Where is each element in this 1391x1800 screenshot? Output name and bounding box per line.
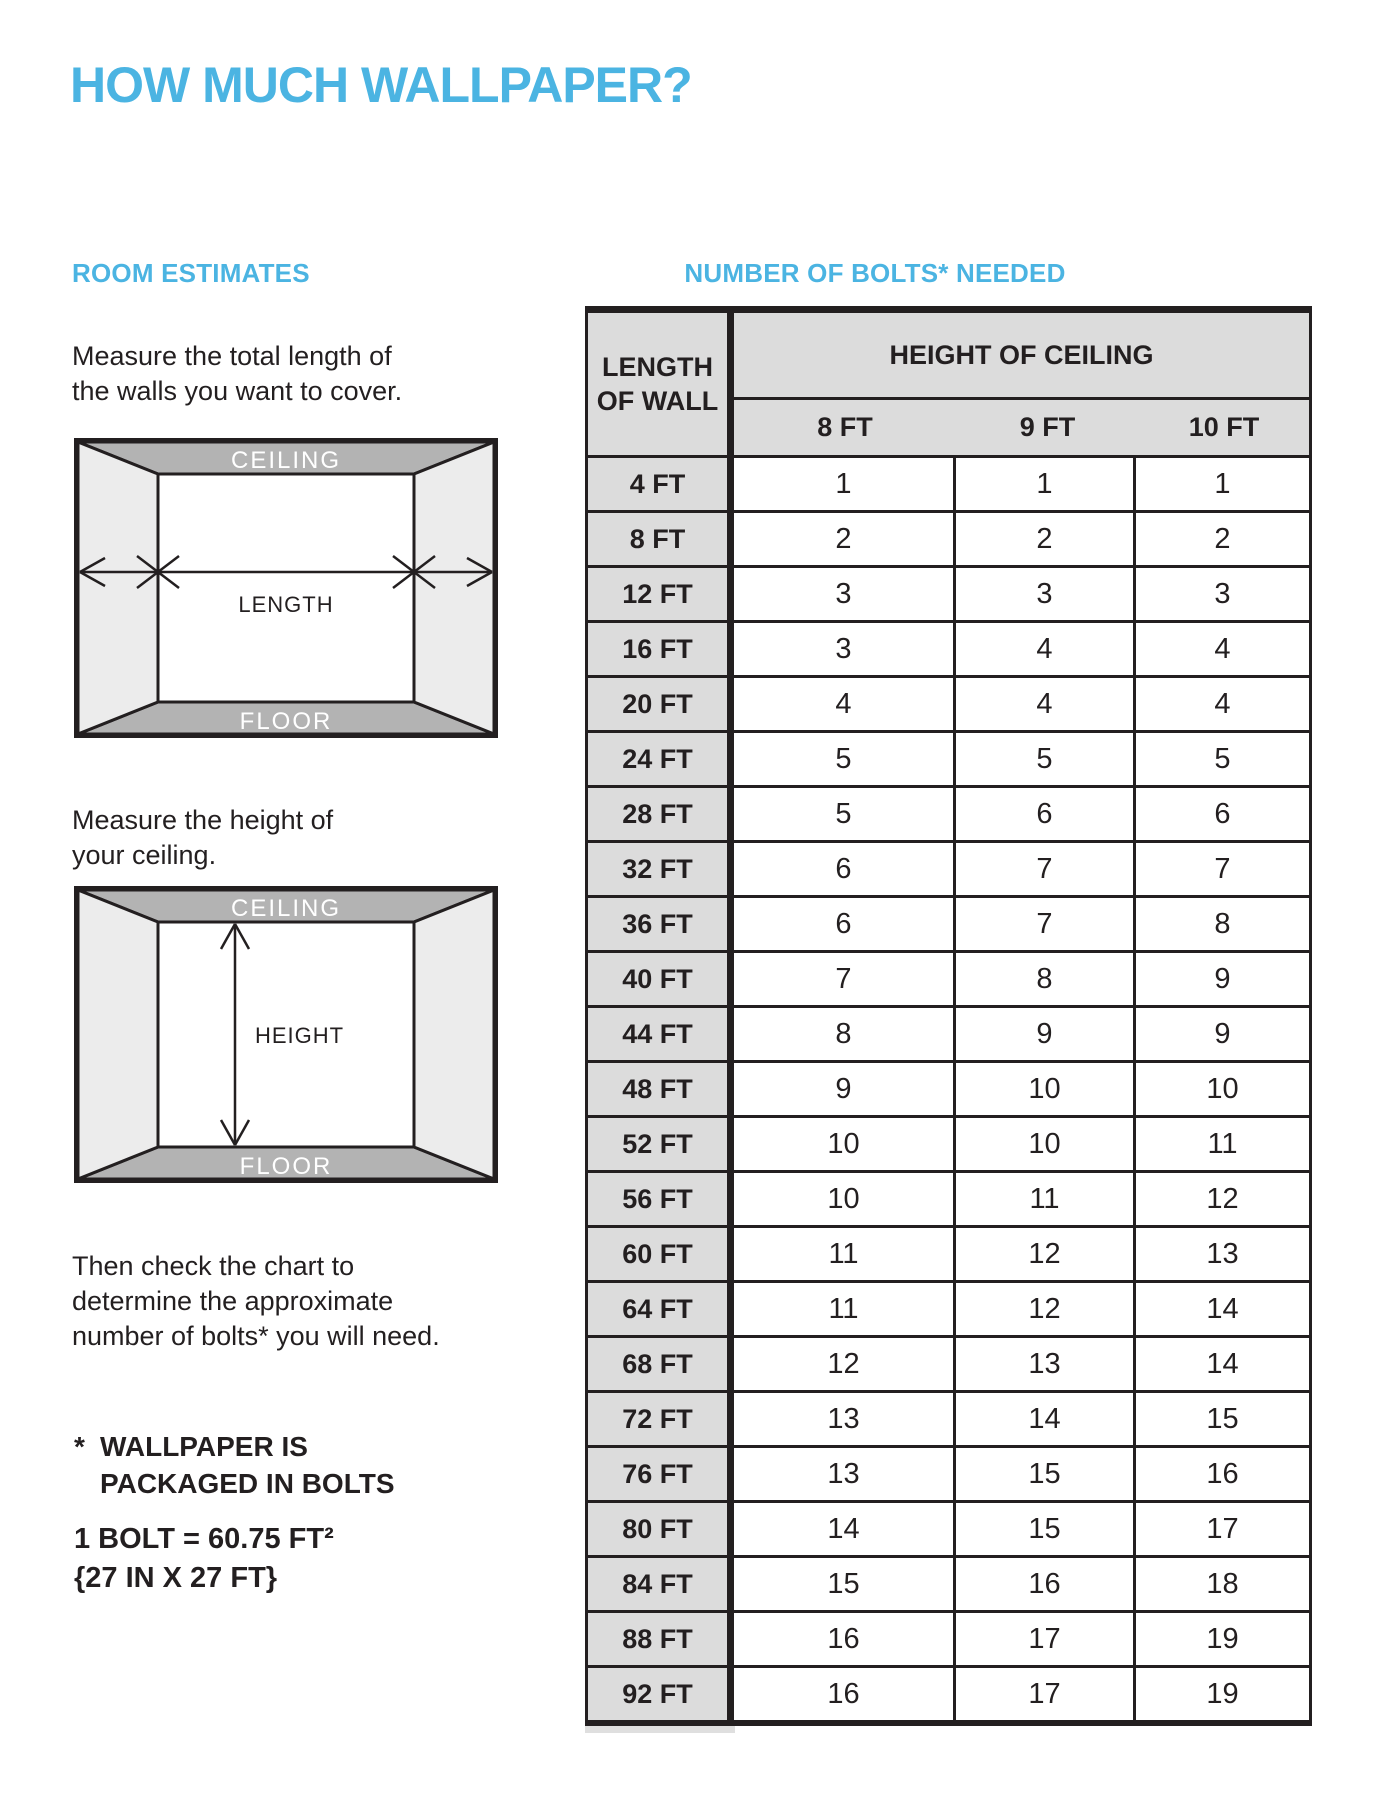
bolts-value-cell: 15 [956, 1448, 1136, 1500]
bolt-dimensions: {27 IN X 27 FT} [74, 1562, 278, 1594]
bolts-value-cell: 13 [1136, 1228, 1309, 1280]
instruction-line: determine the approximate [72, 1286, 394, 1316]
bolts-value-cell: 1 [1136, 458, 1309, 510]
bolts-value-cell: 12 [1136, 1173, 1309, 1225]
bolts-value-cell: 4 [956, 623, 1136, 675]
table-row [588, 620, 1309, 675]
bolts-value-cell: 5 [734, 733, 956, 785]
bolts-value-cell: 2 [1136, 513, 1309, 565]
instruction-line: number of bolts* you will need. [72, 1321, 440, 1351]
wall-length-cell: 76 FT [588, 1448, 734, 1500]
bolts-value-cell: 2 [734, 513, 956, 565]
bolts-value-cell: 7 [1136, 843, 1309, 895]
bolts-value-cell: 10 [734, 1173, 956, 1225]
wall-length-cell: 40 FT [588, 953, 734, 1005]
bolts-value-cell: 9 [1136, 1008, 1309, 1060]
ceiling-label: CEILING [230, 895, 342, 922]
table-row [588, 1170, 1309, 1225]
column-header-9ft: 9 FT [1019, 412, 1076, 442]
room-height-diagram [74, 886, 498, 1183]
table-row [588, 455, 1309, 510]
wall-length-cell: 84 FT [588, 1558, 734, 1610]
bolts-value-cell: 12 [734, 1338, 956, 1390]
bolts-value-cell: 3 [956, 568, 1136, 620]
table-row [588, 1610, 1309, 1665]
bolts-value-cell: 18 [1136, 1558, 1309, 1610]
wall-length-cell: 88 FT [588, 1613, 734, 1665]
bolts-value-cell: 17 [956, 1613, 1136, 1665]
table-shadow-strip [585, 1726, 735, 1733]
bolts-value-cell: 6 [956, 788, 1136, 840]
wall-length-cell: 20 FT [588, 678, 734, 730]
wall-length-cell: 12 FT [588, 568, 734, 620]
table-row [588, 1335, 1309, 1390]
length-of-wall-header [588, 313, 734, 455]
bolts-value-cell: 7 [956, 898, 1136, 950]
wall-length-cell: 52 FT [588, 1118, 734, 1170]
left-wall [78, 890, 158, 1179]
bolts-value-cell: 4 [1136, 623, 1309, 675]
wall-length-cell: 4 FT [588, 458, 734, 510]
wall-length-cell: 48 FT [588, 1063, 734, 1115]
table-row [588, 840, 1309, 895]
bolts-value-cell: 13 [734, 1393, 956, 1445]
bolts-value-cell: 7 [956, 843, 1136, 895]
bolts-value-cell: 11 [956, 1173, 1136, 1225]
bolts-footnote [74, 1428, 395, 1502]
right-wall [414, 442, 494, 734]
bolts-value-cell: 13 [956, 1338, 1136, 1390]
bolts-value-cell: 8 [734, 1008, 956, 1060]
instruction-check-chart [72, 1249, 440, 1354]
table-body [588, 455, 1309, 1720]
bolts-value-cell: 16 [1136, 1448, 1309, 1500]
ceiling-header-group [734, 313, 1309, 455]
instruction-measure-height [72, 803, 333, 873]
table-header [588, 313, 1309, 455]
bolts-value-cell: 6 [1136, 788, 1309, 840]
bolts-value-cell: 19 [1136, 1668, 1309, 1720]
table-row [588, 1555, 1309, 1610]
bolts-table [585, 306, 1312, 1726]
ceiling-label: CEILING [230, 447, 342, 474]
table-row [588, 565, 1309, 620]
table-row [588, 1665, 1309, 1720]
instruction-line: Measure the total length of [72, 341, 392, 371]
instruction-line: Then check the chart to [72, 1251, 355, 1281]
bolts-value-cell: 2 [956, 513, 1136, 565]
bolts-value-cell: 15 [734, 1558, 956, 1610]
header-line: LENGTH [601, 352, 713, 382]
page-title: HOW MUCH WALLPAPER? [70, 57, 692, 113]
bolts-value-cell: 9 [956, 1008, 1136, 1060]
bolts-value-cell: 19 [1136, 1613, 1309, 1665]
bolts-value-cell: 10 [734, 1118, 956, 1170]
back-wall [158, 474, 414, 702]
wall-length-cell: 16 FT [588, 623, 734, 675]
bolts-value-cell: 14 [1136, 1283, 1309, 1335]
wall-length-cell: 44 FT [588, 1008, 734, 1060]
bolts-value-cell: 7 [734, 953, 956, 1005]
bolts-value-cell: 8 [956, 953, 1136, 1005]
table-row [588, 950, 1309, 1005]
bolts-value-cell: 16 [956, 1558, 1136, 1610]
bolts-value-cell: 5 [734, 788, 956, 840]
wall-length-cell: 32 FT [588, 843, 734, 895]
bolts-value-cell: 16 [734, 1668, 956, 1720]
wall-length-cell: 72 FT [588, 1393, 734, 1445]
bolts-value-cell: 1 [956, 458, 1136, 510]
right-wall [414, 890, 494, 1179]
bolts-value-cell: 13 [734, 1448, 956, 1500]
table-row [588, 730, 1309, 785]
ceiling-height-subheaders [734, 400, 1309, 455]
table-row [588, 1225, 1309, 1280]
bolts-value-cell: 6 [734, 843, 956, 895]
bolts-value-cell: 5 [1136, 733, 1309, 785]
wall-length-cell: 28 FT [588, 788, 734, 840]
bolts-value-cell: 1 [734, 458, 956, 510]
bolts-value-cell: 4 [956, 678, 1136, 730]
bolts-value-cell: 17 [1136, 1503, 1309, 1555]
bolt-equation: 1 BOLT = 60.75 FT² [74, 1523, 334, 1555]
wall-length-cell: 80 FT [588, 1503, 734, 1555]
wall-length-cell: 8 FT [588, 513, 734, 565]
bolts-value-cell: 9 [1136, 953, 1309, 1005]
height-of-ceiling-header: HEIGHT OF CEILING [734, 313, 1309, 400]
table-row [588, 1390, 1309, 1445]
bolts-value-cell: 8 [1136, 898, 1309, 950]
bolts-value-cell: 4 [1136, 678, 1309, 730]
table-row [588, 510, 1309, 565]
bolts-value-cell: 11 [734, 1228, 956, 1280]
height-label: HEIGHT [255, 1023, 345, 1048]
instruction-line: the walls you want to cover. [72, 376, 403, 406]
room-length-diagram [74, 438, 498, 738]
footnote-line: WALLPAPER IS [100, 1431, 308, 1462]
bolts-value-cell: 15 [1136, 1393, 1309, 1445]
bolts-value-cell: 14 [734, 1503, 956, 1555]
footnote-line: PACKAGED IN BOLTS [100, 1468, 395, 1499]
room-estimates-heading: ROOM ESTIMATES [72, 258, 310, 288]
table-row [588, 1005, 1309, 1060]
table-row [588, 1445, 1309, 1500]
table-row [588, 1500, 1309, 1555]
bolts-value-cell: 12 [956, 1283, 1136, 1335]
wall-length-cell: 68 FT [588, 1338, 734, 1390]
bolts-value-cell: 16 [734, 1613, 956, 1665]
floor-label: FLOOR [239, 1153, 333, 1180]
bolts-value-cell: 12 [956, 1228, 1136, 1280]
table-row [588, 675, 1309, 730]
bolts-value-cell: 10 [956, 1118, 1136, 1170]
left-wall [78, 442, 158, 734]
instruction-line: your ceiling. [72, 840, 217, 870]
wall-length-cell: 24 FT [588, 733, 734, 785]
bolts-value-cell: 11 [734, 1283, 956, 1335]
instruction-line: Measure the height of [72, 805, 334, 835]
table-row [588, 785, 1309, 840]
bolts-value-cell: 9 [734, 1063, 956, 1115]
column-header-10ft: 10 FT [1188, 412, 1260, 442]
bolts-value-cell: 4 [734, 678, 956, 730]
table-row [588, 895, 1309, 950]
bolts-value-cell: 17 [956, 1668, 1136, 1720]
bolts-value-cell: 14 [956, 1393, 1136, 1445]
bolt-size-info [74, 1520, 334, 1598]
floor-label: FLOOR [239, 708, 333, 735]
wall-length-cell: 36 FT [588, 898, 734, 950]
instruction-measure-length [72, 339, 402, 409]
wall-length-cell: 92 FT [588, 1668, 734, 1720]
bolts-value-cell: 14 [1136, 1338, 1309, 1390]
wall-length-cell: 64 FT [588, 1283, 734, 1335]
table-row [588, 1060, 1309, 1115]
bolts-value-cell: 11 [1136, 1118, 1309, 1170]
table-row [588, 1280, 1309, 1335]
asterisk: * [74, 1431, 85, 1462]
table-row [588, 1115, 1309, 1170]
bolts-value-cell: 5 [956, 733, 1136, 785]
length-label: LENGTH [238, 592, 334, 617]
bolts-value-cell: 3 [734, 623, 956, 675]
bolts-needed-heading: NUMBER OF BOLTS* NEEDED [684, 258, 1066, 288]
bolts-value-cell: 3 [1136, 568, 1309, 620]
bolts-value-cell: 3 [734, 568, 956, 620]
bolts-value-cell: 10 [1136, 1063, 1309, 1115]
header-line: OF WALL [596, 386, 719, 416]
bolts-value-cell: 10 [956, 1063, 1136, 1115]
wall-length-cell: 56 FT [588, 1173, 734, 1225]
bolts-value-cell: 6 [734, 898, 956, 950]
column-header-8ft: 8 FT [817, 412, 873, 442]
wall-length-cell: 60 FT [588, 1228, 734, 1280]
bolts-value-cell: 15 [956, 1503, 1136, 1555]
